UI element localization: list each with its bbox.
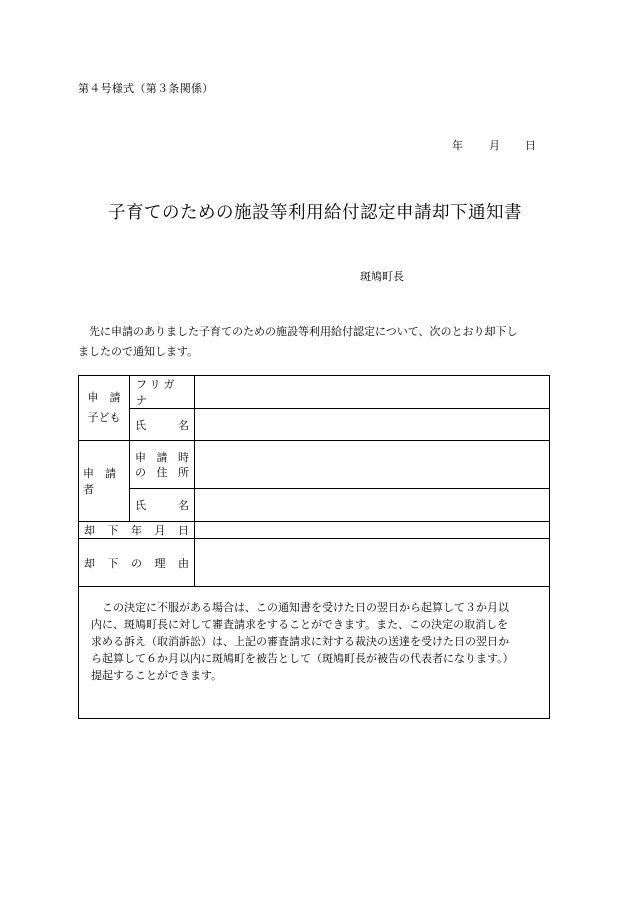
child-group-line: 申 請 bbox=[87, 391, 121, 404]
rejection-date-field[interactable] bbox=[195, 522, 550, 539]
appeal-notice bbox=[79, 587, 550, 719]
intro-line: ましたので通知します。 bbox=[78, 345, 199, 358]
form-number: 第４号様式（第３条関係） bbox=[78, 82, 214, 95]
rejection-reason-label: 却 下 の 理 由 bbox=[79, 539, 195, 587]
notice-line: この決定に不服がある場合は、この通知書を受けた日の翌日から起算して３か月以 bbox=[91, 601, 509, 614]
document-title: 子育てのための施設等利用給付認定申請却下通知書 bbox=[108, 203, 522, 223]
notice-table bbox=[78, 375, 550, 719]
applicant-group-label: 申 請 者 bbox=[79, 441, 130, 522]
child-group-label bbox=[79, 376, 130, 441]
address-label: 申 請 時 の 住 所 bbox=[130, 441, 195, 489]
day-label: 日 bbox=[525, 139, 536, 152]
child-name-field[interactable] bbox=[195, 409, 550, 441]
applicant-name-field[interactable] bbox=[195, 489, 550, 522]
notice-line: 提起することができます。 bbox=[91, 669, 223, 682]
issuer-name: 斑鳩町長 bbox=[360, 270, 404, 283]
furigana-field[interactable] bbox=[195, 376, 550, 409]
notice-line: 求める訴え（取消訴訟）は、上記の審査請求に対する裁決の送達を受けた日の翌日か bbox=[91, 635, 509, 648]
rejection-date-label: 却 下 年 月 日 bbox=[79, 522, 195, 539]
notice-line: ら起算して６か月以内に斑鳩町を被告として（斑鳩町長が被告の代表者になります。） bbox=[91, 652, 514, 665]
year-label: 年 bbox=[452, 139, 463, 152]
furigana-label: フリガナ bbox=[130, 376, 195, 409]
child-name-label: 氏 名 bbox=[130, 409, 195, 441]
address-field[interactable] bbox=[195, 441, 550, 489]
intro-line: 先に申請のありました子育てのための施設等利用給付認定について、次のとおり却下し bbox=[78, 325, 518, 338]
applicant-name-label: 氏 名 bbox=[130, 489, 195, 522]
child-group-line: 子ども bbox=[87, 411, 121, 424]
notice-line: 内に、斑鳩町長に対して審査請求をすることができます。また、この決定の取消しを bbox=[91, 618, 509, 631]
month-label: 月 bbox=[489, 139, 500, 152]
intro-text bbox=[78, 322, 554, 362]
rejection-reason-field[interactable] bbox=[195, 539, 550, 587]
